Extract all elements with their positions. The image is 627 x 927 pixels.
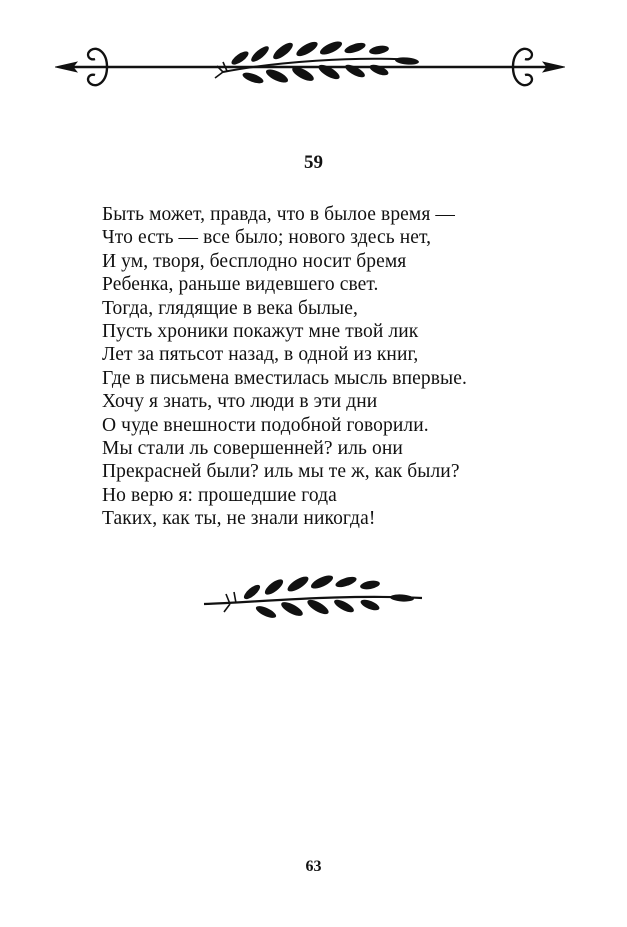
poem-line: О чуде внешности подобной говорили. [102, 414, 429, 436]
sonnet-number: 59 [304, 152, 323, 173]
poem-line: Таких, как ты, не знали никогда! [102, 508, 376, 530]
poem-line: Тогда, глядящие в века былые, [102, 297, 358, 319]
laurel-branch-ornament-icon [200, 572, 425, 620]
poem-line: Мы стали ль совершенней? иль они [102, 438, 403, 460]
poem-line: Быть может, правда, что в былое время — [102, 204, 456, 225]
poem-line: Хочу я знать, что люди в эти дни [102, 391, 378, 413]
poem-line: Прекрасней были? иль мы те ж, как были? [102, 461, 460, 483]
laurel-spear-ornament-icon [55, 38, 565, 96]
poem-line: Лет за пятьсот назад, в одной из книг, [102, 344, 419, 366]
poem-text [102, 203, 467, 531]
poem-line: Ребенка, раньше видевшего свет. [102, 274, 379, 296]
page-number: 63 [305, 858, 322, 875]
poem-line: Где в письмена вместилась мысль впервые. [102, 367, 467, 389]
poem-line: Пусть хроники покажут мне твой лик [102, 321, 419, 343]
poem-line: Что есть — все было; нового здесь нет, [102, 227, 432, 249]
poem-line: И ум, творя, бесплодно носит бремя [102, 250, 407, 272]
poem-line: Но верю я: прошедшие года [102, 484, 337, 506]
